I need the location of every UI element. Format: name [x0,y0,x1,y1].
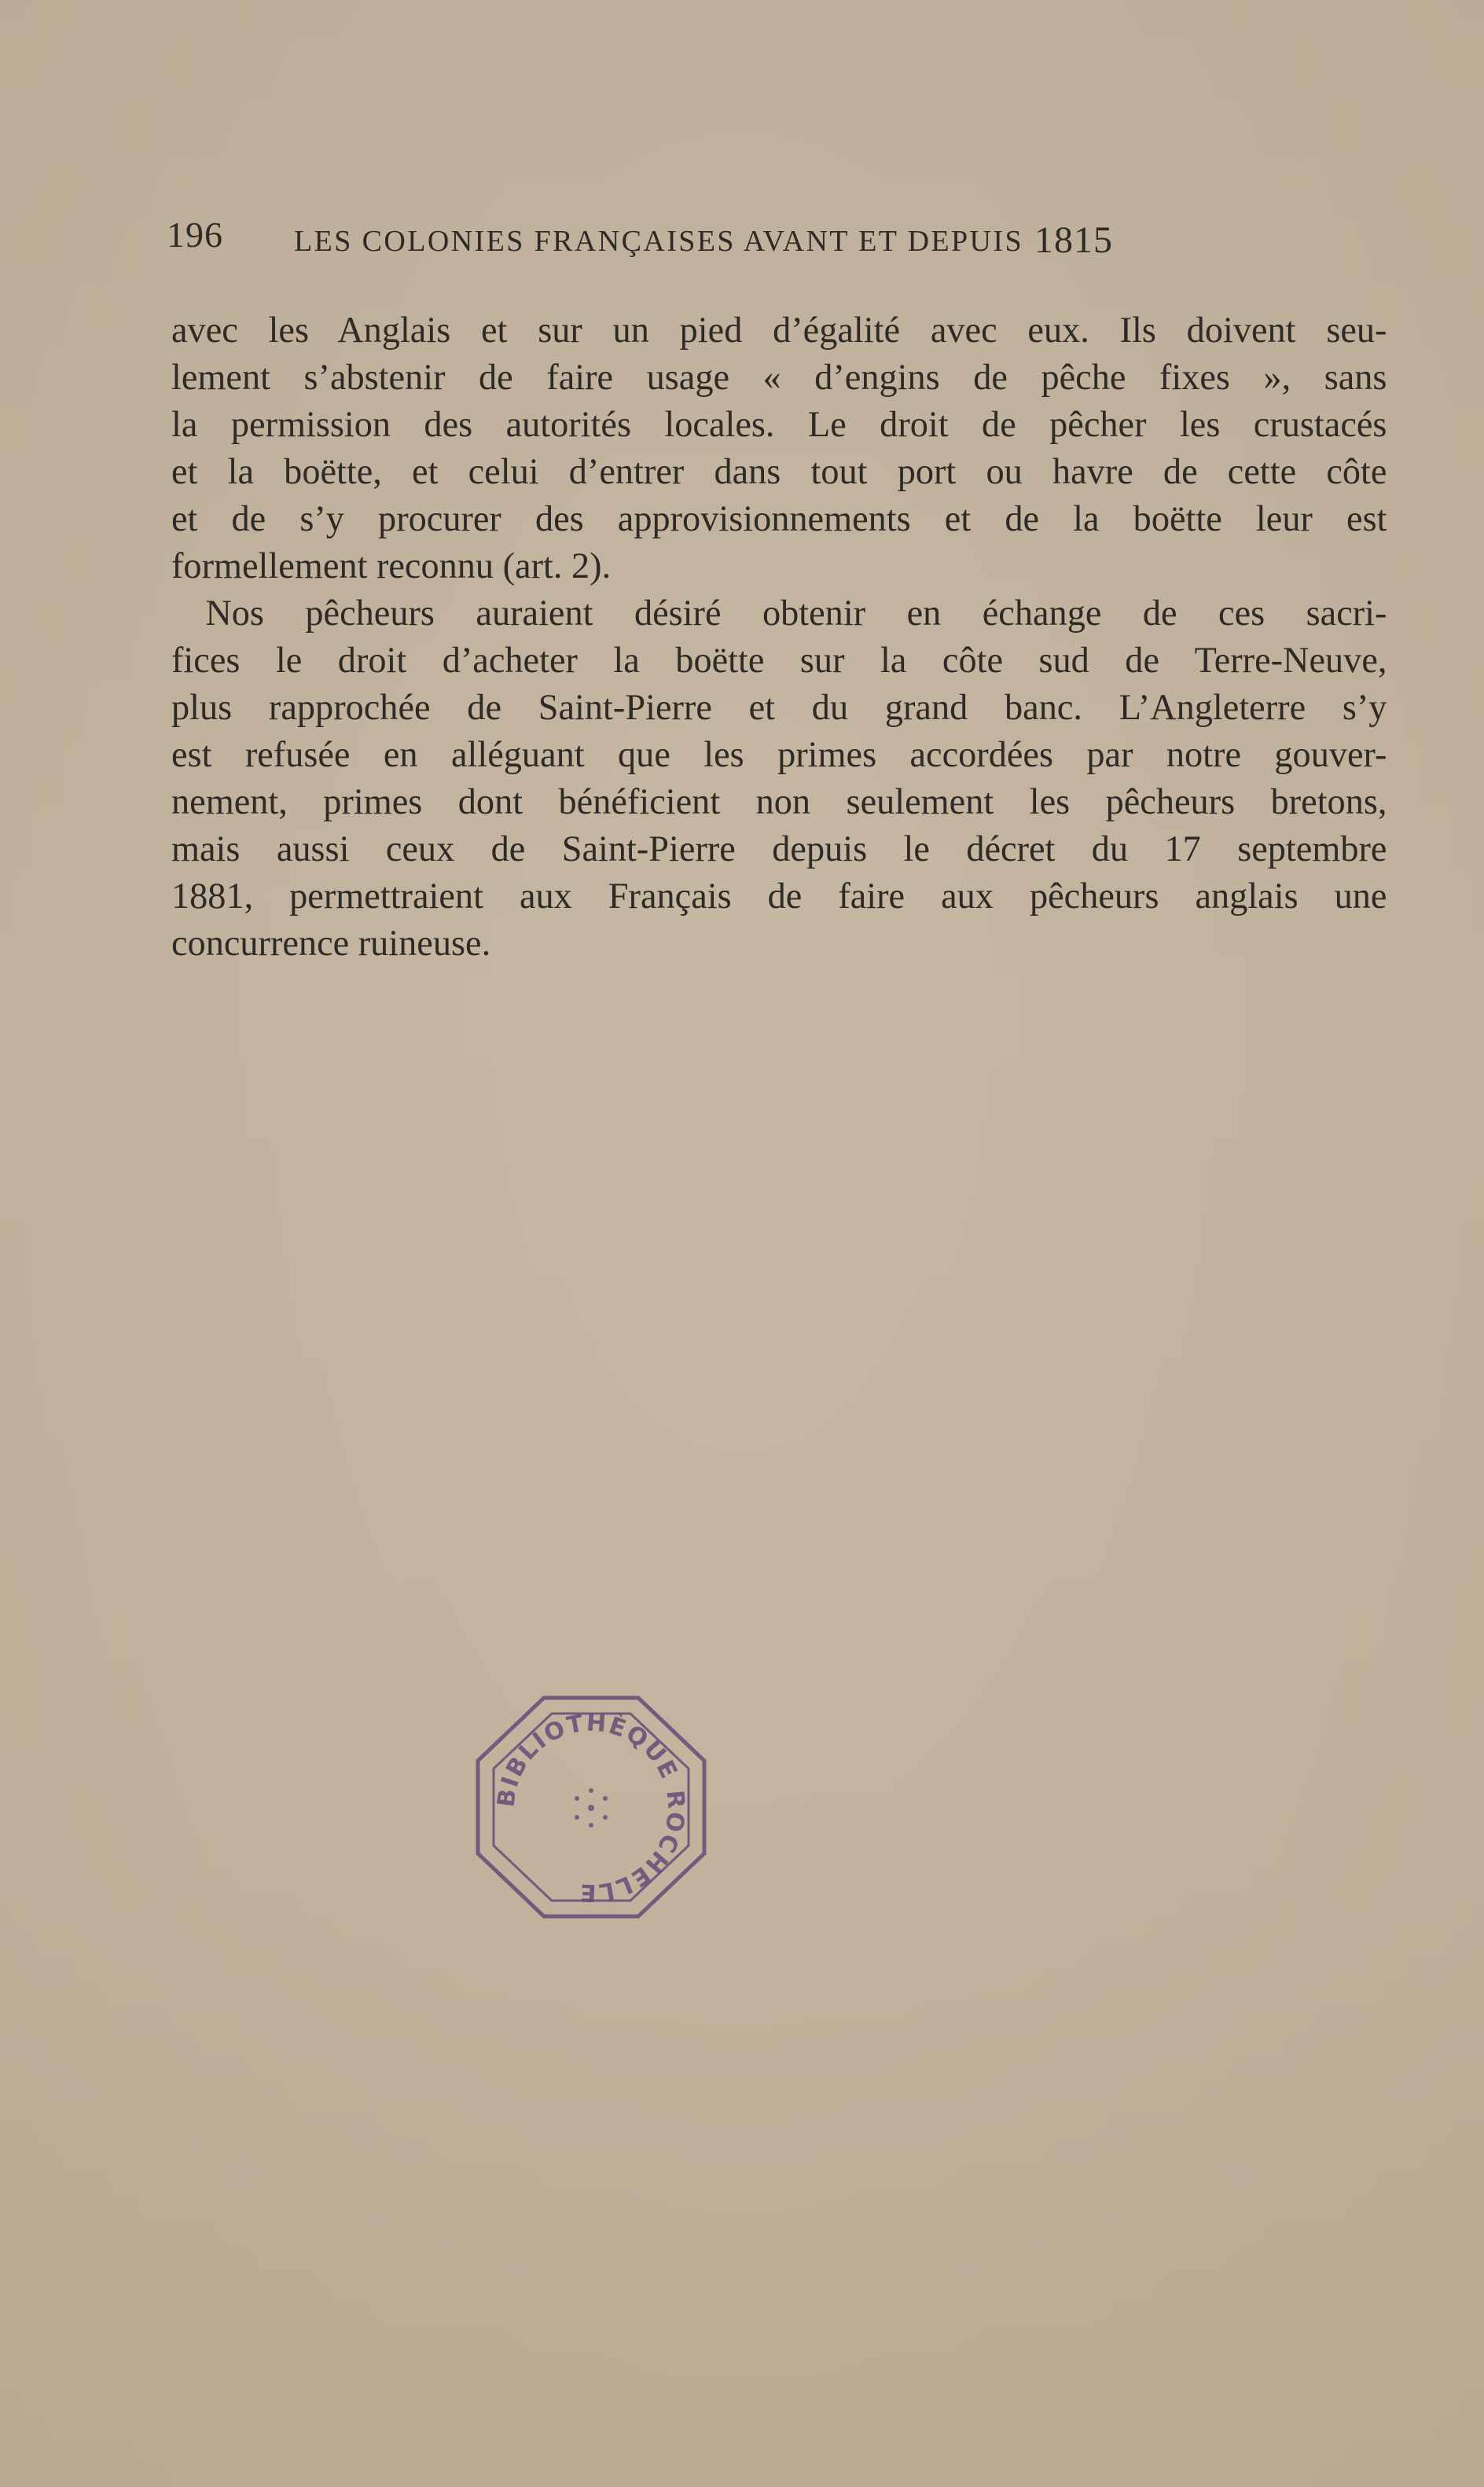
text-line: lement s’abstenir de faire usage « d’engins de pêche fixes », sans [171,357,1387,398]
text-line: est refusée en alléguant que les primes accordées par notre gouver- [171,734,1387,775]
stamp-text: BIBLIOTHÈQUE ROCHELLE [492,1709,690,1907]
body-text [171,307,1405,967]
text-line: Nos pêcheurs auraient désiré obtenir en échange de ces sacri- [205,593,1387,634]
text-line: plus rapprochée de Saint-Pierre et du grand banc. L’Angleterre s’y [171,687,1387,728]
text-line: fices le droit d’acheter la boëtte sur la côte sud de Terre-Neuve, [171,640,1387,681]
running-head [167,214,1283,261]
running-title [294,217,1113,260]
running-title-year: 1815 [1034,219,1113,261]
stamp-center-star-icon [575,1788,608,1828]
page-number: 196 [167,215,223,255]
text-line: formellement reconnu (art. 2). [171,546,612,586]
text-line: nement, primes dont bénéficient non seulement les pêcheurs bretons, [171,781,1387,822]
text-line: et de s’y procurer des approvisionnements et de la boëtte leur est [171,498,1387,539]
running-title-text: LES COLONIES FRANÇAISES AVANT ET DEPUIS [294,225,1023,258]
text-line: et la boëtte, et celui d’entrer dans tout port ou havre de cette côte [171,451,1387,492]
library-stamp [459,1682,718,1934]
text-line: la permission des autorités locales. Le droit de pêcher les crustacés [171,404,1387,445]
paragraph-1 [171,307,1405,590]
text-line: 1881, permettraient aux Français de faire aux pêcheurs anglais une [171,876,1387,917]
text-line: avec les Anglais et sur un pied d’égalité avec eux. Ils doivent seu- [171,310,1387,351]
paragraph-2 [171,590,1405,967]
text-line: concurrence ruineuse. [171,923,491,964]
text-line: mais aussi ceux de Saint-Pierre depuis le décret du 17 septembre [171,828,1387,869]
